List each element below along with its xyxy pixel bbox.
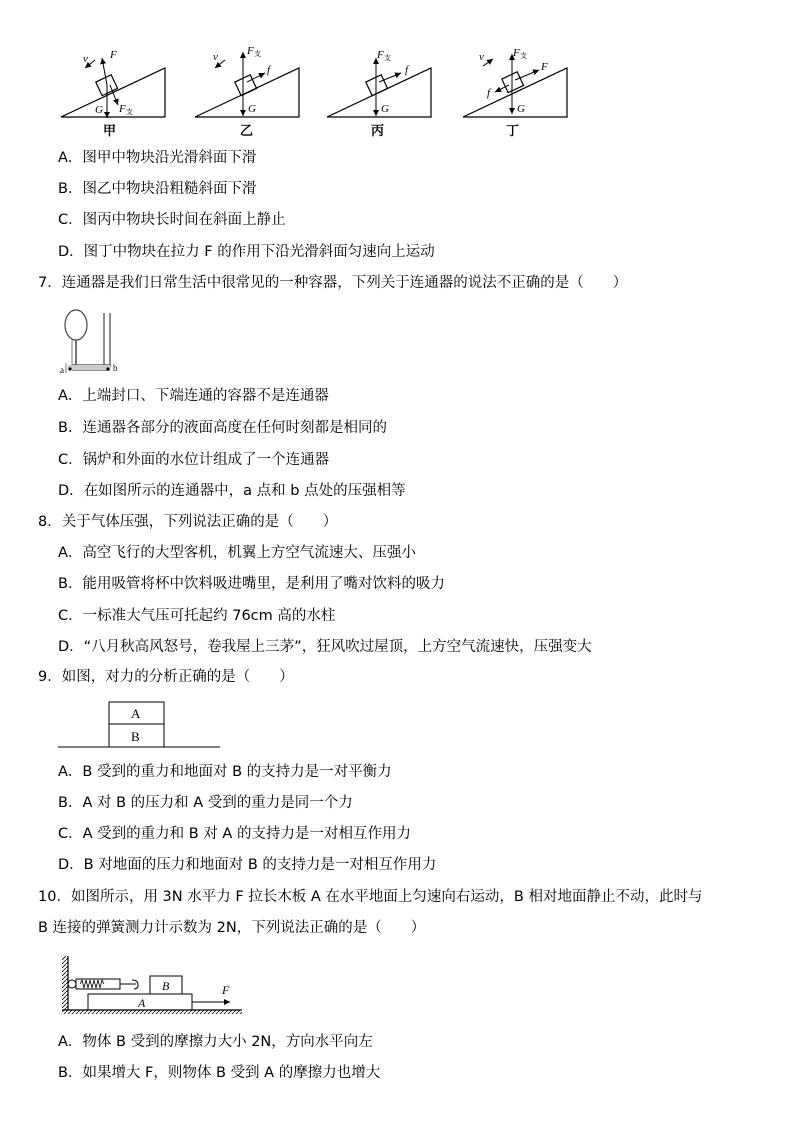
svg-text:f: f xyxy=(267,64,271,76)
svg-text:G: G xyxy=(517,103,525,115)
q7-option-b: B．连通器各部分的液面高度在任何时刻都是相同的 xyxy=(58,420,387,436)
label-v: v xyxy=(83,53,88,65)
q9-option-c: C．A 受到的重力和 B 对 A 的支持力是一对相互作用力 xyxy=(58,826,411,842)
q9-option-b: B．A 对 B 的压力和 A 受到的重力是同一个力 xyxy=(58,795,353,811)
q8-option-b: B．能用吸管将杯中饮料吸进嘴里，是利用了嘴对饮料的吸力 xyxy=(58,576,445,592)
q6-option-d: D．图丁中物块在拉力 F 的作用下沿光滑斜面匀速向上运动 xyxy=(58,244,435,260)
q10-option-b: B．如果增大 F，则物体 B 受到 A 的摩擦力也增大 xyxy=(58,1065,381,1081)
incline-ding xyxy=(463,47,567,138)
label-b: b xyxy=(113,363,118,373)
label-G: G xyxy=(95,104,103,116)
q9-stem: 9．如图，对力的分析正确的是（ ） xyxy=(38,669,294,685)
q6-option-c: C．图丙中物块长时间在斜面上静止 xyxy=(58,212,286,228)
q7-option-c: C．锅炉和外面的水位计组成了一个连通器 xyxy=(58,452,330,468)
q8-option-a: A．高空飞行的大型客机，机翼上方空气流速大、压强小 xyxy=(58,545,416,561)
svg-text:支: 支 xyxy=(384,54,391,62)
svg-text:支: 支 xyxy=(520,52,527,60)
incline-yi xyxy=(195,45,299,138)
q6-option-a: A．图甲中物块沿光滑斜面下滑 xyxy=(58,150,257,166)
svg-text:v: v xyxy=(479,51,484,63)
board-A-label: A xyxy=(138,996,146,1010)
svg-text:支: 支 xyxy=(254,50,261,58)
label-bing: 丙 xyxy=(371,123,385,138)
q10-figure xyxy=(58,952,248,1014)
q7-stem: 7．连通器是我们日常生活中很常见的一种容器，下列关于连通器的说法不正确的是（ ） xyxy=(38,275,628,291)
q10-stem-line2: B 连接的弹簧测力计示数为 2N，下列说法正确的是（ ） xyxy=(38,920,426,936)
label-ding: 丁 xyxy=(506,123,520,138)
q7-figure xyxy=(58,305,138,375)
label-Fn: F xyxy=(119,103,126,115)
svg-text:F: F xyxy=(377,49,384,61)
label-n-sub: 支 xyxy=(126,108,133,116)
svg-text:F: F xyxy=(247,45,254,57)
force-F-label: F xyxy=(222,983,230,997)
block-B-label: B xyxy=(131,729,140,744)
q6-option-b: B．图乙中物块沿粗糙斜面下滑 xyxy=(58,181,257,197)
label-yi: 乙 xyxy=(240,123,254,138)
svg-text:G: G xyxy=(381,103,389,115)
svg-text:G: G xyxy=(248,103,256,115)
svg-text:f: f xyxy=(405,64,409,76)
q7-option-a: A．上端封口、下端连通的容器不是连通器 xyxy=(58,388,329,404)
q8-option-d: D．“八月秋高风怒号，卷我屋上三茅”，狂风吹过屋顶，上方空气流速快，压强变大 xyxy=(58,639,592,655)
q8-stem: 8．关于气体压强，下列说法正确的是（ ） xyxy=(38,514,338,530)
svg-text:F: F xyxy=(513,47,520,59)
incline-jia xyxy=(61,49,165,138)
label-jia: 甲 xyxy=(103,123,117,138)
incline-bing xyxy=(327,49,431,138)
q6-figure xyxy=(55,40,585,140)
svg-text:v: v xyxy=(213,51,218,63)
q10-stem-line1: 10．如图所示，用 3N 水平力 F 拉长木板 A 在水平地面上匀速向右运动，B 相对地面静止不动，此时与 xyxy=(38,889,703,905)
q9-option-d: D．B 对地面的压力和地面对 B 的支持力是一对相互作用力 xyxy=(58,857,437,873)
q9-figure xyxy=(58,700,223,752)
q9-option-a: A．B 受到的重力和地面对 B 的支持力是一对平衡力 xyxy=(58,764,392,780)
block-B-label: B xyxy=(162,979,170,993)
q10-option-a: A．物体 B 受到的摩擦力大小 2N，方向水平向左 xyxy=(58,1034,373,1050)
q8-option-c: C．一标准大气压可托起约 76cm 高的水柱 xyxy=(58,608,336,624)
svg-text:F: F xyxy=(541,61,548,73)
svg-text:f: f xyxy=(487,87,491,99)
label-a: a xyxy=(60,365,64,375)
block-A-label: A xyxy=(131,706,141,721)
label-F: F xyxy=(110,49,117,61)
q7-option-d: D．在如图所示的连通器中，a 点和 b 点处的压强相等 xyxy=(58,483,406,499)
